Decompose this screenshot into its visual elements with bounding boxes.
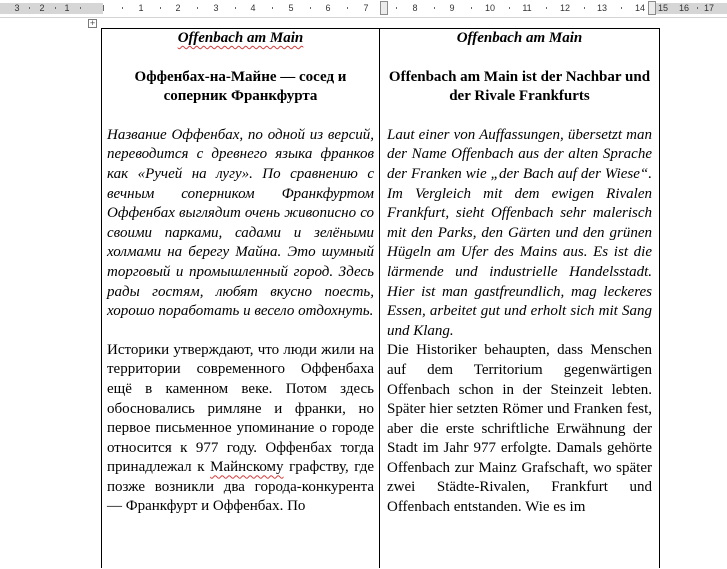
- table-move-handle-icon[interactable]: +: [89, 19, 96, 27]
- document-page[interactable]: [0, 18, 727, 563]
- ruler-number: 7: [363, 3, 369, 13]
- ruler-number: 5: [288, 3, 294, 13]
- ruler-number: 15: [657, 3, 669, 13]
- ruler-dot: [509, 7, 510, 9]
- german-body: Die Historiker behaupten, dass Menschen auf dem Territorium gegenwärtigen Offenbach schon in der Steinzeit lebten. Später hier setzten Römer und Franken fest, aber die erste schriftliche Erwähnung der Stadt im Jahr 977 erfolgte. Damals gehörte Offenbach zur Mainz Grafschaft, wo später zwei Städte-Rivalen, Frankfurt und Offenbach entstanden. Wie es im: [387, 342, 652, 516]
- ruler-number: 17: [703, 3, 715, 13]
- ruler-dot: [347, 7, 348, 9]
- ruler-tick: [103, 5, 104, 11]
- ruler-number: 3: [14, 3, 20, 13]
- ruler-dot: [434, 7, 435, 9]
- ruler-number: 8: [412, 3, 418, 13]
- ruler-number: 4: [250, 3, 256, 13]
- ruler-dot: [235, 7, 236, 9]
- german-column[interactable]: [387, 29, 652, 518]
- ruler-number: 12: [559, 3, 571, 13]
- ruler-dot: [197, 7, 198, 9]
- ruler-number: 9: [449, 3, 455, 13]
- russian-column[interactable]: [107, 29, 374, 517]
- ruler-dot: [55, 7, 56, 9]
- ruler-dot: [122, 7, 123, 9]
- ruler-number: 1: [138, 3, 144, 13]
- ruler-number: 13: [596, 3, 608, 13]
- ruler-dot: [697, 7, 698, 9]
- ruler-dot: [160, 7, 161, 9]
- ruler-dot: [584, 7, 585, 9]
- ruler-dot: [29, 7, 30, 9]
- russian-subheading: Оффенбах-на-Майне — сосед и соперник Франкфурта: [134, 68, 347, 105]
- ruler-number: 2: [175, 3, 181, 13]
- ruler-dot: [471, 7, 472, 9]
- column-marker[interactable]: [380, 1, 388, 15]
- table-content: [101, 29, 660, 569]
- ruler-dot: [272, 7, 273, 9]
- ruler-number: 10: [484, 3, 496, 13]
- russian-body: Историки утверждают, что люди жили на территории современного Оффенбаха ещё в каменном веке. Потом здесь обосновались римляне и франки, но первое письменное упоминание о городе относится к 977 году. Оффенбах тогда принадлежал к Майнскому графству, где позже возникли два города-конкурента — Франкфурт и Оффенбах. По: [107, 341, 374, 515]
- russian-heading: Offenbach am Main: [177, 30, 304, 46]
- russian-intro: Название Оффенбах, по одной из версий, переводится с древнего языка франков как «Ручей на лугу». По сравнению с вечным соперником Франкфуртом Оффенбах выглядит очень живописно со своими парками, садами и зелёными холмами на берегу Майна. Это шумный торговый и промышленный город. Здесь рады гостям, любят вкусно поесть, хорошо поработать и весело отдохнуть.: [107, 126, 374, 320]
- ruler-dot: [621, 7, 622, 9]
- ruler-number: 3: [213, 3, 219, 13]
- ruler-number: 11: [522, 3, 532, 13]
- ruler-dot: [396, 7, 397, 9]
- german-heading: Offenbach am Main: [456, 30, 583, 46]
- right-indent-marker[interactable]: [648, 1, 656, 15]
- ruler-number: 14: [634, 3, 646, 13]
- horizontal-ruler[interactable]: [0, 0, 727, 18]
- ruler-dot: [546, 7, 547, 9]
- german-subheading: Offenbach am Main ist der Nachbar und der Rivale Frankfurts: [388, 68, 651, 105]
- ruler-number: 1: [64, 3, 70, 13]
- ruler-number: 2: [39, 3, 45, 13]
- ruler-dot: [310, 7, 311, 9]
- ruler-dot: [80, 7, 81, 9]
- ruler-number: 16: [678, 3, 690, 13]
- ruler-number: 6: [325, 3, 331, 13]
- german-intro: Laut einer von Auffassungen, übersetzt man der Name Offenbach aus der alten Sprache der Franken wie „der Bach auf der Wiese“. Im Vergleich mit dem ewigen Rivalen Frankfurt, sieht Offenbach sehr malerisch mit den Parks, den Gärten und den grünen Hügeln am Ufer des Mains aus. Es ist die lärmende und industrielle Handelsstadt. Hier ist man gastfreundlich, mag leckeres Essen, arbeitet gut und erholt sich mit Sang und Klang.: [387, 126, 652, 339]
